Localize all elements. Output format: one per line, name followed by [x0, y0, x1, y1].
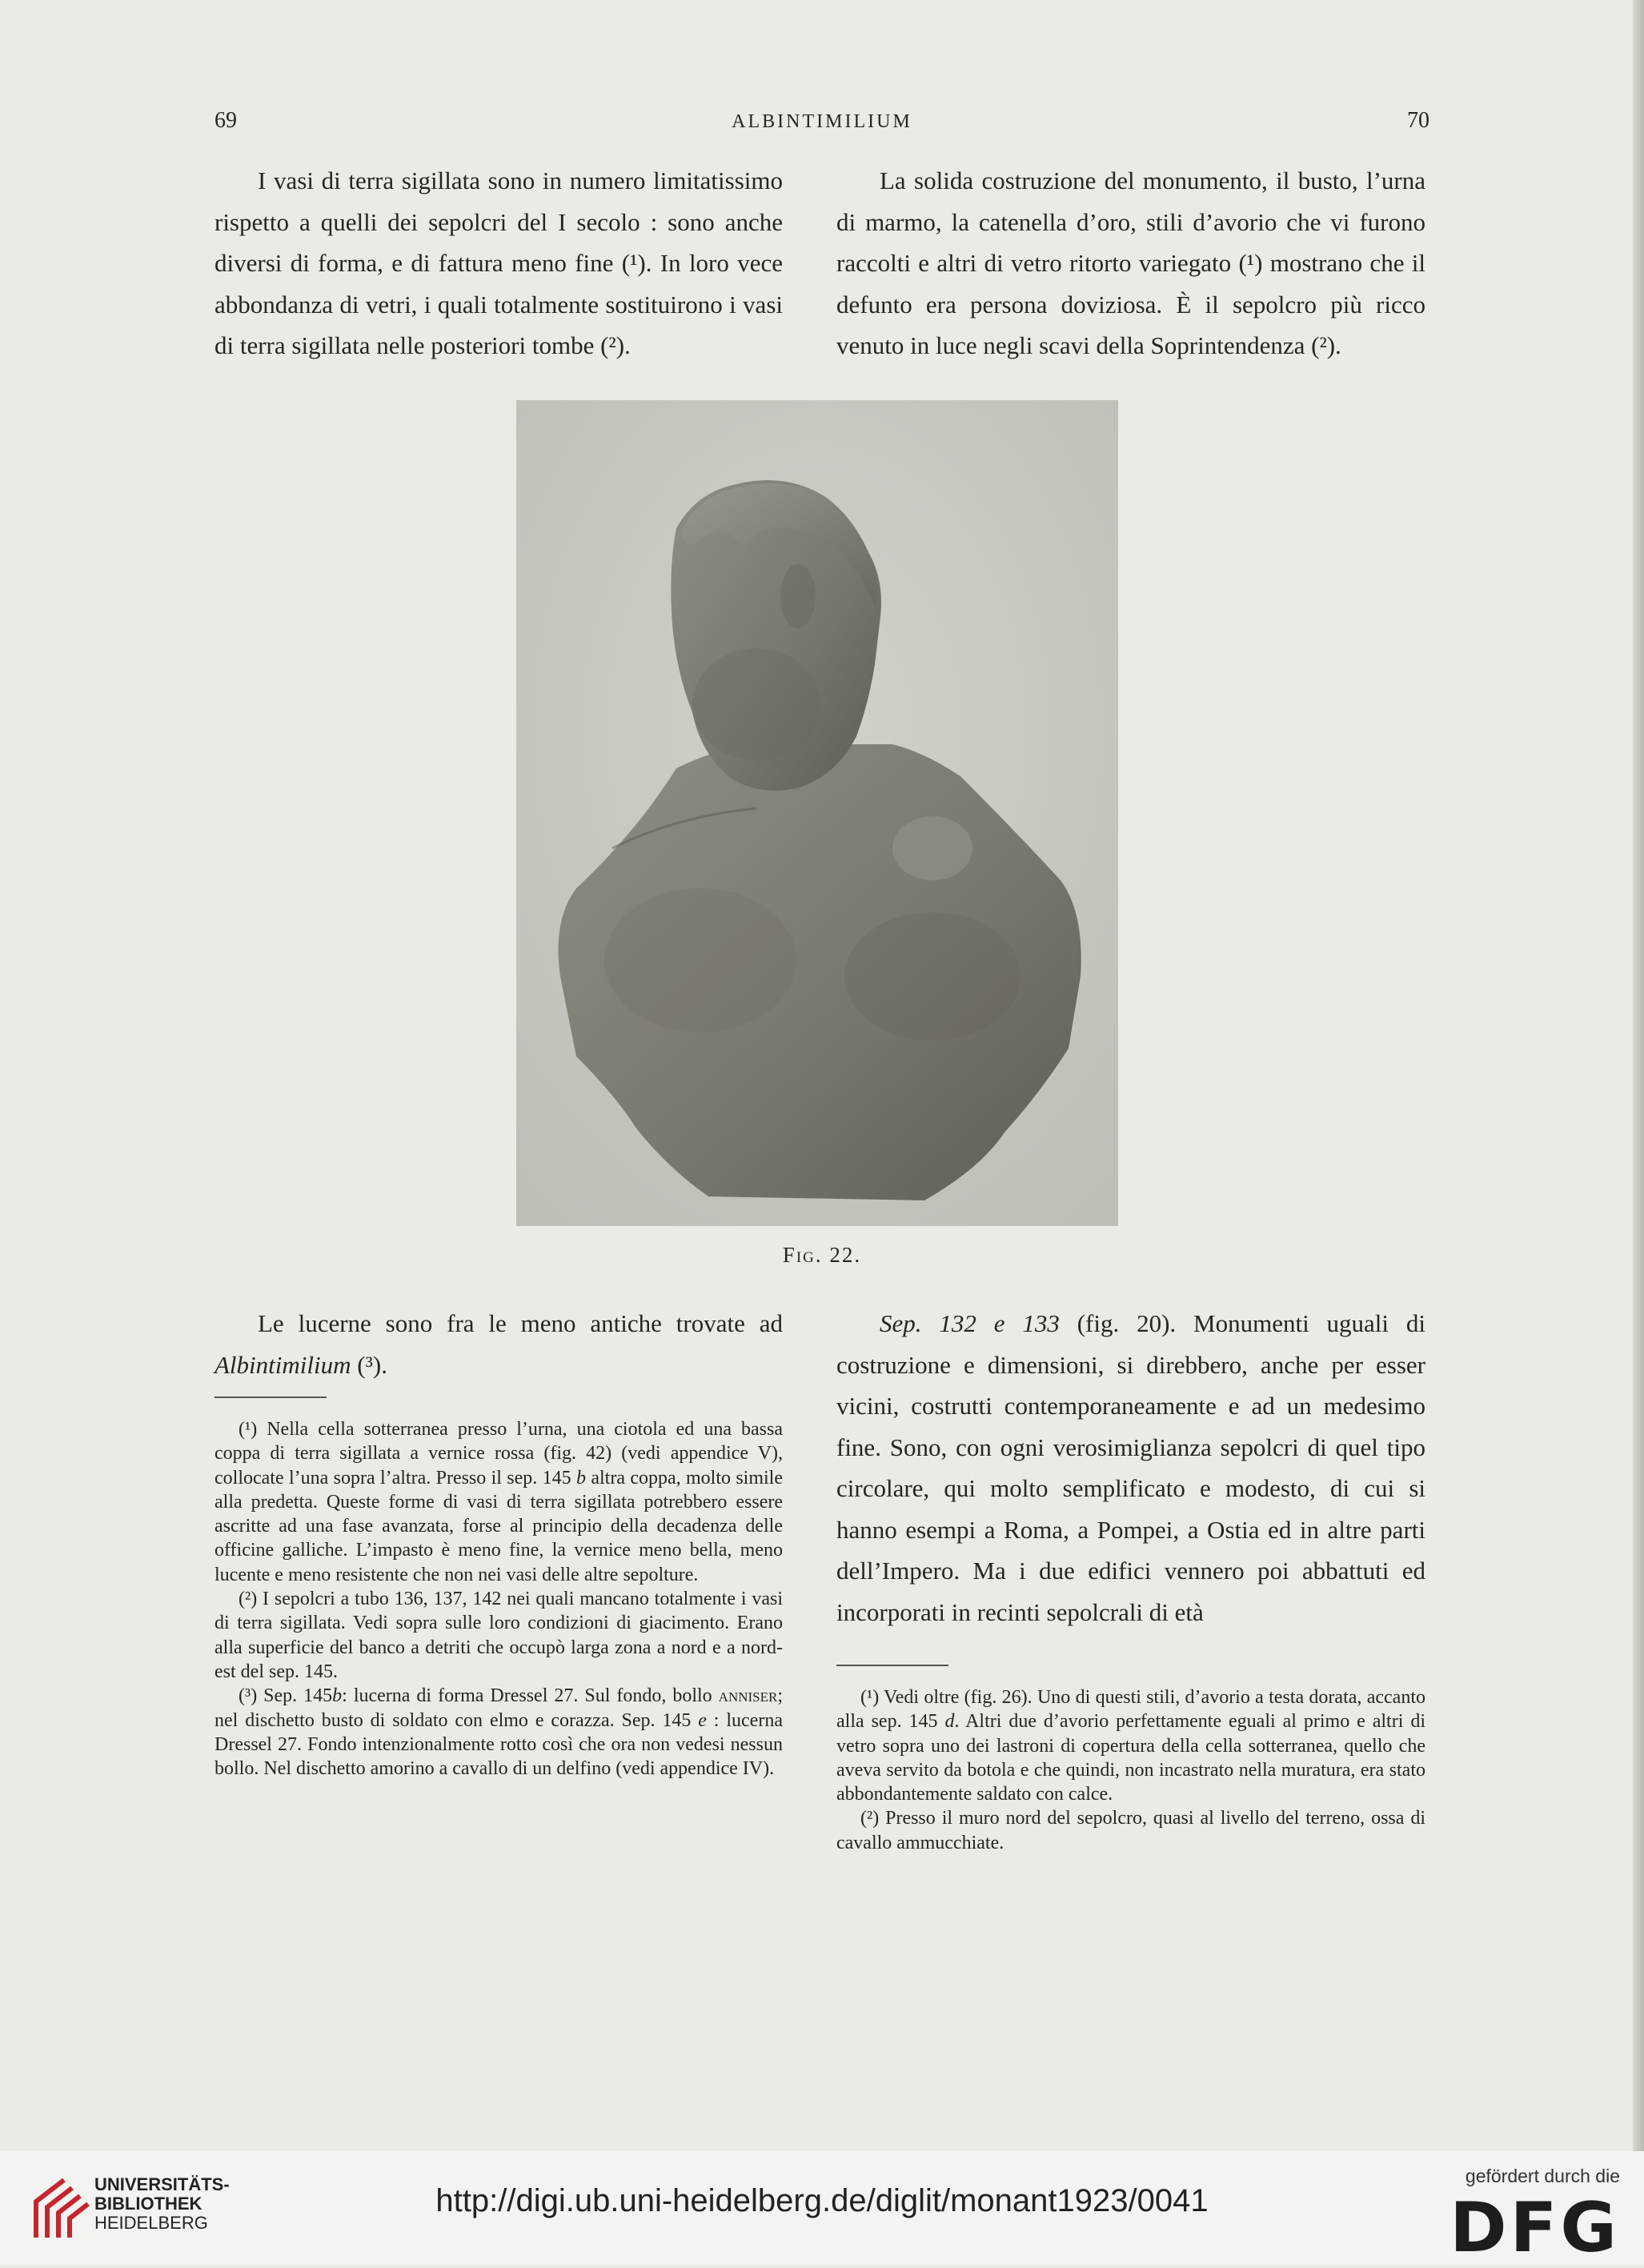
caption-number: 22.	[829, 1243, 862, 1267]
italic-text: Albintimilium	[215, 1350, 351, 1379]
text: : lucerna Dressel 27. Fondo intenzionalmente rotto così che ora non vedesi nessun bollo. Nel dischetto amorino a cavallo di un delfino (vedi appendice IV).	[215, 1709, 783, 1780]
paragraph: La solida costruzione del monumento, il busto, l’urna di marmo, la catenella d’oro, stili d’avorio che vi furono raccolti e altri di vetro ritorto variegato (¹) mostrano che il defunto era persona doviziosa. È il sepolcro più ricco venuto in luce negli scavi della Soprintendenza (²).	[836, 166, 1425, 359]
bust-image	[516, 400, 1118, 1226]
text: altra coppa, molto simile alla predetta. Queste forme di vasi di terra sigillata potrebbero essere ascritte ad una fase avanzata, forse al principio della decadenza delle officine galliche. L’impasto è meno fine, la vernice meno bella, meno lucente e meno resistente che non nei vasi delle altre sepolture.	[215, 1467, 784, 1585]
figure-caption	[0, 1243, 1644, 1268]
footnote-1	[215, 1417, 783, 1587]
text: (fig. 20). Monumenti uguali di costruzione e dimensioni, si direbbero, anche per esser vicini, costrutti contemporaneamente e ad un medesimo fine. Sono, con ogni verosimiglianza sepolcri di quel tipo circolare, qui molto semplificato e modesto, di cui si hanno esempi a Roma, a Pompei, a Ostia ed in altre parti dell’Impero. Ma i due edifici vennero poi abbattuti ed incorporati in recinti sepolcrali di età	[836, 1309, 1425, 1626]
running-header	[0, 108, 1644, 140]
footnote-1	[836, 1685, 1425, 1806]
page-number-left: 69	[215, 108, 237, 133]
paragraph	[836, 1303, 1425, 1633]
italic-text: e	[698, 1709, 707, 1731]
right-column-top	[836, 160, 1425, 367]
library-line: HEIDELBERG	[94, 2213, 208, 2233]
library-line: BIBLIOTHEK	[94, 2194, 202, 2214]
footnote-2: (²) Presso il muro nord del sepolcro, quasi al livello del terreno, ossa di cavallo ammucchiate.	[836, 1808, 1425, 1853]
funding-label: gefördert durch die	[1465, 2166, 1620, 2186]
running-title: ALBINTIMILIUM	[732, 111, 912, 132]
text: (¹) Nella cella sotterranea presso l’urna, una ciotola ed una bassa coppa di terra sigillata a vernice rossa (fig. 42) (vedi appendice V), collocate l’una sopra l’altra. Presso il sep. 145	[215, 1419, 783, 1489]
page-number-right: 70	[1407, 108, 1429, 133]
italic-text: b	[332, 1685, 343, 1707]
footnote-rule	[836, 1665, 948, 1666]
footnote-rule	[215, 1396, 327, 1398]
text: ; nel dischetto busto di soldato con elmo e corazza. Sep. 145	[215, 1685, 784, 1731]
text: (³).	[351, 1350, 387, 1379]
left-column-bottom	[215, 1303, 783, 1781]
text: Le lucerne sono fra le meno antiche trovate ad	[258, 1309, 783, 1337]
caption-prefix: Fig.	[782, 1243, 823, 1267]
right-column-bottom	[836, 1303, 1425, 1855]
footnotes	[836, 1685, 1425, 1855]
italic-text: d	[944, 1711, 955, 1733]
left-column-top	[215, 160, 783, 367]
footnote-3	[215, 1684, 783, 1781]
text: (³) Sep. 145	[239, 1685, 333, 1707]
viewer-footer	[0, 2151, 1644, 2268]
text: . Altri due d’avorio perfettamente eguali al primo e altri di vetro sopra uno dei lastroni di copertura della cella sotterranea, quello che aveva servito da botola e che quindi, non incastrato nella muratura, era stato abbondantemente saldato con calce.	[836, 1711, 1425, 1805]
paragraph: I vasi di terra sigillata sono in numero limitatissimo rispetto a quelli dei sepolcri del I secolo : sono anche diversi di forma, e di fattura meno fine (¹). In loro vece abbondanza di vetri, i quali totalmente sostituirono i vasi di terra sigillata nelle posteriori tombe (²).	[215, 166, 783, 359]
text: : lucerna di forma Dressel 27. Sul fondo, bollo	[342, 1685, 719, 1707]
footnotes	[215, 1417, 783, 1781]
figure-bust-photo	[516, 400, 1118, 1226]
paragraph	[215, 1303, 783, 1385]
footnote-2: (²) I sepolcri a tubo 136, 137, 142 nei quali mancano totalmente i vasi di terra sigillata. Vedi sopra sulle loro condizioni di giacimento. Erano alla superficie del banco a detriti che occupò larga zona a nord e a nord-est del sep. 145.	[215, 1589, 783, 1682]
library-line: UNIVERSITÄTS-	[94, 2174, 230, 2194]
italic-text: b	[576, 1467, 586, 1489]
document-url-link[interactable]: http://digi.ub.uni-heidelberg.de/diglit/monant1923/0041	[435, 2183, 1209, 2218]
stamp-text: anniser	[718, 1685, 778, 1707]
page-edge	[1633, 0, 1644, 2151]
text: (¹) Vedi oltre (fig. 26). Uno di questi stili, d’avorio a testa dorata, accanto alla sep. 145	[836, 1687, 1425, 1733]
italic-text: Sep. 132 e 133	[880, 1309, 1060, 1337]
dfg-logo[interactable]: DFG	[1450, 2188, 1620, 2268]
